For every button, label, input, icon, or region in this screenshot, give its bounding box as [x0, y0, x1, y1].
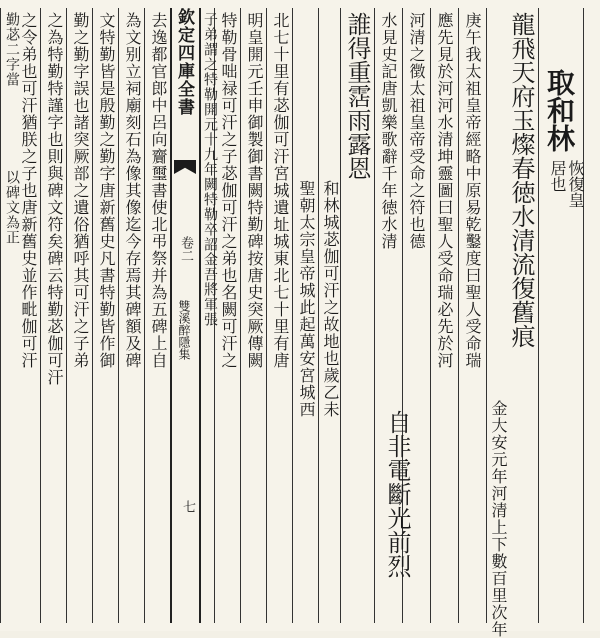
column-rule — [430, 8, 431, 623]
text-column-r10: 北七十里有苾伽可汗宮城遺址城東北七十里有唐 — [271, 12, 290, 369]
text-column-l5: 之為特勤特謹字也則與碑文符矣碑云特勤苾伽可汗 — [45, 12, 64, 386]
volume-label: 卷二 — [178, 236, 193, 262]
text-column-r4: 應先見於河河水清坤靈圖曰聖人受命瑞必先於河 — [435, 12, 454, 369]
right-page-border — [583, 8, 584, 623]
text-column-r6: 水見史記唐凱樂歌辭千年徳水清 — [379, 12, 398, 250]
text-column-r3: 庚午我太祖皇帝經略中原易乾鑿度曰聖人受命瑞 — [463, 12, 482, 369]
text-column-l3: 文特勤皆是殷勤之勤字唐新舊史凡書特勤皆作御 — [97, 12, 116, 369]
left-page-border — [0, 8, 1, 623]
column-rule — [118, 8, 119, 623]
column-rule — [538, 8, 539, 623]
text-column-r7: 誰得重霑雨露恩 — [343, 12, 371, 180]
book-title-label: 雙溪醉隱集 — [177, 300, 191, 360]
text-column-r13: 子弟謂之特勒開元十九年闕特勒卒詔金吾將軍張 — [202, 12, 218, 327]
column-rule — [92, 8, 93, 623]
poem-heading: 取和林 — [543, 68, 576, 152]
text-column-r5: 河清之徴太祖皇帝受命之符也德 — [407, 12, 426, 250]
text-column-r7b: 自非電斷光前烈 — [383, 410, 411, 578]
text-column-r9: 聖朝太宗皇帝城此起萬安宮城西 — [297, 180, 316, 418]
text-column-r8: 和林城苾伽可汗之故地也歲乙未 — [321, 180, 340, 418]
column-rule — [266, 8, 267, 623]
text-column-r11: 明皇開元壬申御製御書闕特勤碑按唐史突厥傳闕 — [245, 12, 264, 369]
column-rule — [374, 8, 375, 623]
page-number: 七 — [180, 500, 195, 513]
text-column-r12: 特勒骨咄禄可汗之子苾伽可汗之弟也名闕可汗之 — [219, 12, 238, 369]
heading-note-col2: 居也 — [548, 160, 567, 192]
column-rule — [40, 8, 41, 623]
text-column-l6: 之令弟也可汗猶朕之子也唐新舊史並作毗伽可汗 — [19, 12, 38, 369]
text-column-r2: 金大安元年河清上下數百里次年 — [489, 400, 508, 638]
text-column-l1: 去逸都官郎中呂向齎璽書使北弔祭并為五碑上自 — [149, 12, 168, 369]
column-rule — [66, 8, 67, 623]
text-column-l7: 勤苾二字當 — [4, 12, 20, 87]
text-column-l8: 以碑文為正 — [4, 170, 20, 245]
text-column-l4: 勤之勤字誤也諸突厥部之遺俗猶呼其可汗之子弟 — [71, 12, 90, 369]
collection-title: 欽定四庫全書 — [174, 8, 194, 116]
text-column-r1: 龍飛天府玉燦春徳水清流復舊痕 — [507, 12, 535, 348]
column-rule — [292, 8, 293, 623]
column-rule — [486, 8, 487, 623]
column-rule — [240, 8, 241, 623]
column-rule — [318, 8, 319, 623]
column-rule — [458, 8, 459, 623]
heading-note-col1: 恢復皇 — [566, 160, 585, 208]
text-column-l2: 為文别立祠廟刻石為像其像迄今存焉其碑額及碑 — [123, 12, 142, 369]
column-rule — [340, 8, 341, 623]
column-rule — [144, 8, 145, 623]
